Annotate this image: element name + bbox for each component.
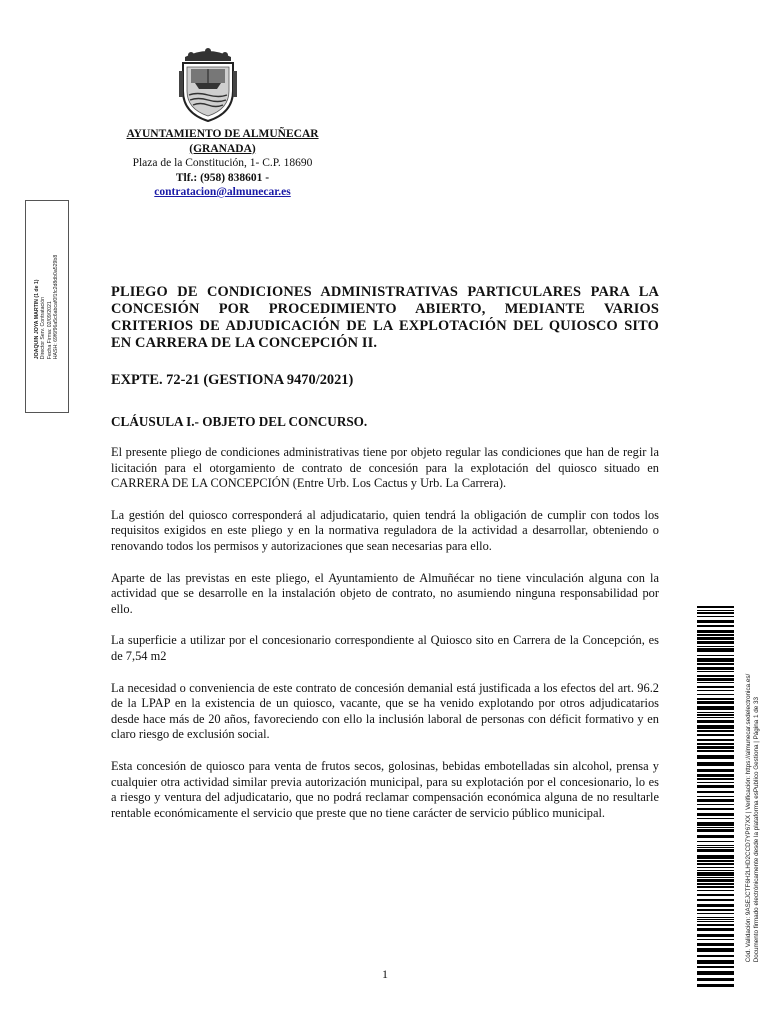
- org-address: Plaza de la Constitución, 1- C.P. 18690: [132, 157, 313, 169]
- paragraph: La gestión del quiosco corresponderá al adjudicatario, quien tendrá la obligación de cumplir con todos los requisitos exigidos en este pliego y en la normativa reguladora de la actividad a desarrollar, obteniendo o renovando todos los permisos y autorizaciones que sean necesarias para ello.: [111, 507, 659, 553]
- org-phone: Tlf.: (958) 838601 -: [175, 171, 270, 184]
- coat-of-arms-logo: [177, 47, 239, 123]
- page-number: 1: [382, 967, 388, 981]
- signature-stamp: [25, 200, 69, 413]
- paragraph: El presente pliego de condiciones administrativas tiene por objeto regular las condiciones que han de regir la licitación para el otorgamiento de contrato de concesión para la explotación del quiosco situado en CARRERA DE LA CONCEPCIÓN (Entre Urb. Los Cactus y Urb. La Carrera).: [111, 445, 659, 491]
- validation-margin: [738, 648, 768, 988]
- org-name: AYUNTAMIENTO DE ALMUÑECAR: [126, 128, 319, 140]
- validation-code: Cód. Validación: 9ASEJCTF6H2LHD2CCD7YP67XX | Verificación: https://almunecar.sedelectronica.es/: [745, 673, 752, 963]
- paragraph: La necesidad o conveniencia de este contrato de concesión demanial está justificada a los efectos del art. 96.2 de la LPAP en la existencia de un quiosco, vacante, que se ha venido explotando por otros adjudicatarios desde hace más de 20 años, favoreciendo con ello la inclusión laboral de personas con déficit formativo y en claro riesgo de exclusión social.: [111, 680, 659, 742]
- file-number: EXPTE. 72-21 (GESTIONA 9470/2021): [111, 372, 354, 388]
- org-email-link[interactable]: contratacion@almunecar.es: [154, 186, 291, 198]
- document-body: [111, 284, 659, 821]
- signature-platform-note: Documento firmado electrónicamente desde la plataforma esPublico Gestiona | Página 1 de 33: [753, 697, 760, 963]
- paragraph: Esta concesión de quiosco para venta de frutos secos, golosinas, bebidas embotelladas sin alcohol, prensa y cualquier otra actividad similar previa autorización municipal, para su explotación por el concesionario, lo es a riesgo y ventura del adjudicatario, que no podrá reclamar compensación económica alguna de no resultarle rentable económicamente el servicio que preste que no tiene carácter de servicio público municipal.: [111, 758, 659, 820]
- signer-name: JOAQUIN JOYA MARTIN (1 de 1): [34, 278, 41, 359]
- clause-heading: CLÁUSULA I.- OBJETO DEL CONCURSO.: [111, 414, 368, 429]
- paragraph: Aparte de las previstas en este pliego, el Ayuntamiento de Almuñécar no tiene vinculación alguna con la actividad que se desarrolle en la instalación objeto de contrato, no asumiendo ninguna responsabilidad por ello.: [111, 570, 659, 616]
- signer-role: Director Serv. Contratación: [40, 296, 47, 359]
- signature-date: Fecha Firma: 02/09/2021: [47, 300, 53, 359]
- barcode-image: [697, 606, 734, 988]
- paragraph: La superficie a utilizar por el concesionario correspondiente al Quiosco sito en Carrera de la Concepción, es de 7,54 m2: [111, 633, 659, 663]
- letterhead: [110, 127, 335, 200]
- org-province: (GRANADA): [189, 142, 256, 155]
- signature-hash: HASH: 69f6f96a5c6abcaf0f1fc2d8db0a529b8: [53, 254, 60, 359]
- signature-text: [34, 254, 60, 358]
- document-title: PLIEGO DE CONDICIONES ADMINISTRATIVAS PARTICULARES PARA LA CONCESIÓN POR PROCEDIMIENTO ABIERTO, MEDIANTE VARIOS CRITERIOS DE ADJUDICACIÓN DE LA EXPLOTACIÓN DEL QUIOSCO SITO EN CARRERA DE LA CONCEPCIÓN II.: [111, 284, 659, 351]
